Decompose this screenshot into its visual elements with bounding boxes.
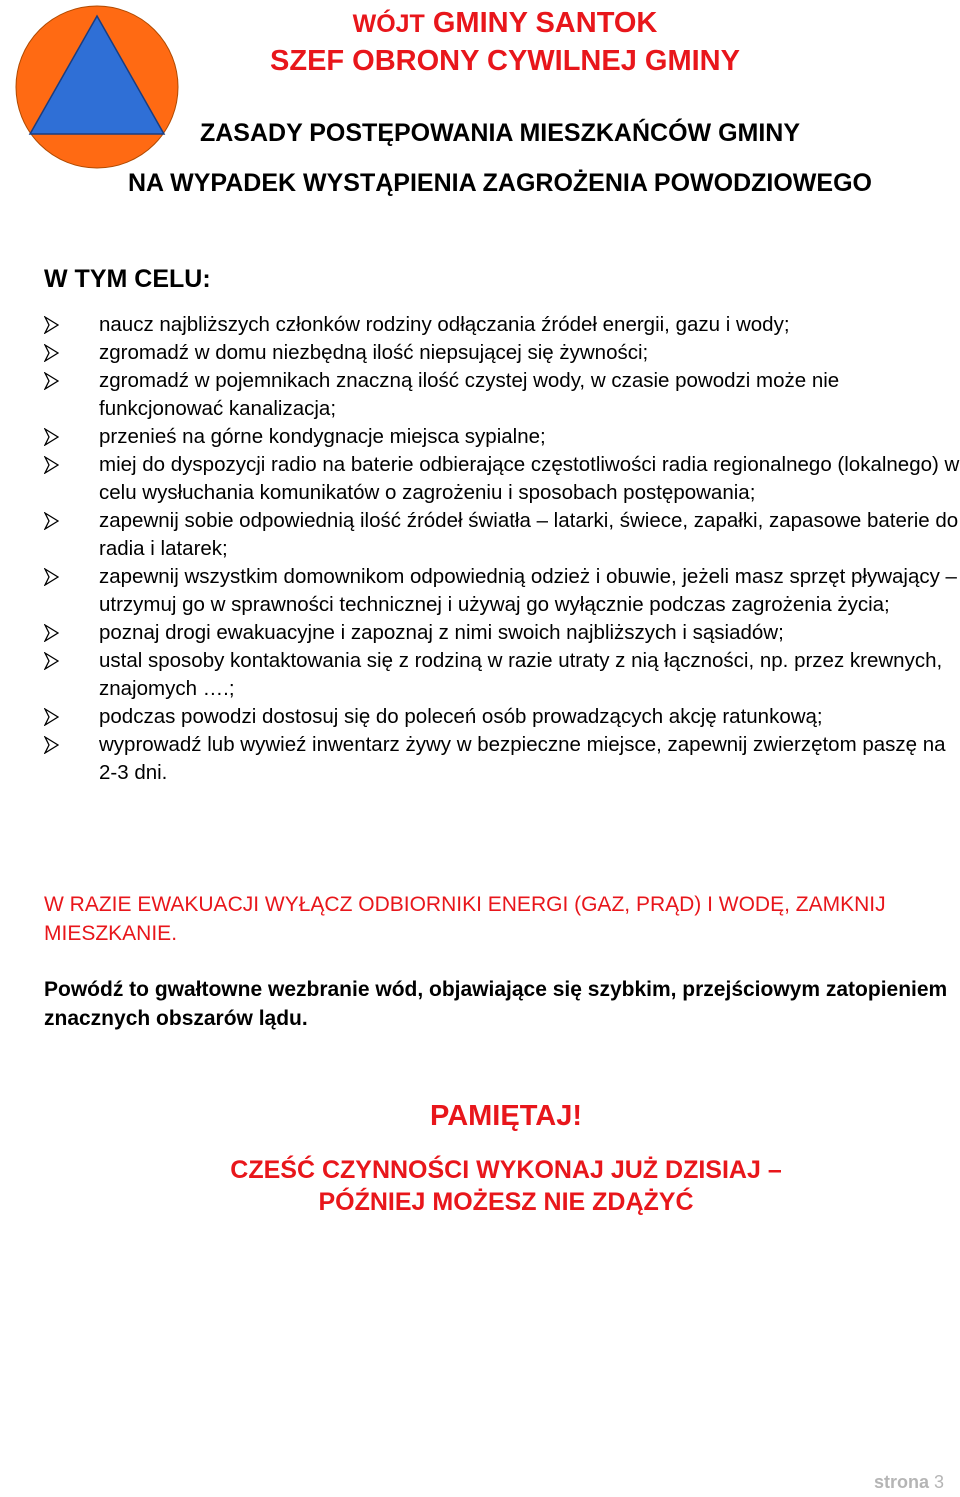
list-item (0, 647, 960, 703)
list-item (0, 703, 960, 731)
page-label: strona (873, 1472, 929, 1492)
list-item (0, 731, 960, 787)
list-item-text: podczas powodzi dostosuj się do poleceń osób prowadzących akcję ratunkową; (99, 705, 823, 728)
arrowhead-bullet-icon (44, 568, 59, 586)
list-item (0, 563, 960, 619)
arrowhead-bullet-icon (44, 624, 59, 642)
list-item (0, 423, 960, 451)
list-item-text: zgromadź w domu niezbędną ilość niepsującej się żywności; (99, 341, 649, 364)
arrowhead-bullet-icon (44, 708, 59, 726)
list-item-text: wyprowadź lub wywieź inwentarz żywy w bezpieczne miejsce, zapewnij zwierzętom paszę na 2-3 dni. (99, 733, 946, 784)
arrowhead-bullet-icon (44, 456, 59, 474)
list-item-text: ustal sposoby kontaktowania się z rodziną w razie utraty z nią łączności, np. przez krewnych, znajomych ….; (99, 649, 943, 700)
evacuation-warning: W RAZIE EWAKUACJI WYŁĄCZ ODBIORNIKI ENERGI (GAZ, PRĄD) I WODĘ, ZAMKNIJ MIESZKANIE. (44, 893, 886, 945)
section-heading: W TYM CELU: (44, 265, 211, 293)
arrowhead-bullet-icon (44, 344, 59, 362)
page-number (874, 1472, 944, 1493)
instruction-list (0, 311, 960, 787)
reminder-line-2: PÓŹNIEJ MOŻESZ NIE ZDĄŻYĆ (318, 1188, 694, 1216)
list-item-text: zapewnij wszystkim domownikom odpowiednią odzież i obuwie, jeżeli masz sprzęt pływający – utrzymuj go w sprawności technicznej i używaj go wyłącznie podczas zagrożenia życia; (99, 565, 957, 616)
list-item-text: zapewnij sobie odpowiednią ilość źródeł światła – latarki, świece, zapałki, zapasowe baterie do radia i latarek; (99, 509, 959, 560)
reminder-title: PAMIĘTAJ! (430, 1100, 582, 1132)
document-title-line-1: ZASADY POSTĘPOWANIA MIESZKAŃCÓW GMINY (199, 119, 801, 147)
list-item-text: przenieś na górne kondygnacje miejsca sypialne; (99, 425, 546, 448)
arrowhead-bullet-icon (44, 736, 59, 754)
header-line-1: WÓJT GMINY SANTOK (352, 7, 658, 39)
arrowhead-bullet-icon (44, 316, 59, 334)
list-item (0, 451, 960, 507)
list-item-text: naucz najbliższych członków rodziny odłączania źródeł energii, gazu i wody; (99, 313, 790, 336)
list-item (0, 339, 960, 367)
reminder-line-1: CZEŚĆ CZYNNOŚCI WYKONAJ JUŻ DZISIAJ – (230, 1156, 782, 1184)
list-item (0, 619, 960, 647)
header-line-2: SZEF OBRONY CYWILNEJ GMINY (270, 45, 740, 77)
list-item-text: zgromadź w pojemnikach znaczną ilość czystej wody, w czasie powodzi może nie funkcjonować kanalizacja; (99, 369, 840, 420)
arrowhead-bullet-icon (44, 512, 59, 530)
reminder-text (0, 1154, 960, 1218)
arrowhead-bullet-icon (44, 372, 59, 390)
arrowhead-bullet-icon (44, 652, 59, 670)
page-number-value: 3 (933, 1472, 944, 1492)
list-item-text: miej do dyspozycji radio na baterie odbierające częstotliwości radia regionalnego (lokalnego) w celu wysłuchania komunikatów o zagrożeniu i sposobach postępowania; (99, 453, 960, 504)
list-item (0, 507, 960, 563)
flood-definition: Powódź to gwałtowne wezbranie wód, objawiające się szybkim, przejściowym zatopieniem znacznych obszarów lądu. (44, 978, 948, 1030)
arrowhead-bullet-icon (44, 428, 59, 446)
list-item (0, 311, 960, 339)
document-title-line-2: NA WYPADEK WYSTĄPIENIA ZAGROŻENIA POWODZIOWEGO (128, 169, 872, 197)
list-item (0, 367, 960, 423)
list-item-text: poznaj drogi ewakuacyjne i zapoznaj z nimi swoich najbliższych i sąsiadów; (99, 621, 784, 644)
